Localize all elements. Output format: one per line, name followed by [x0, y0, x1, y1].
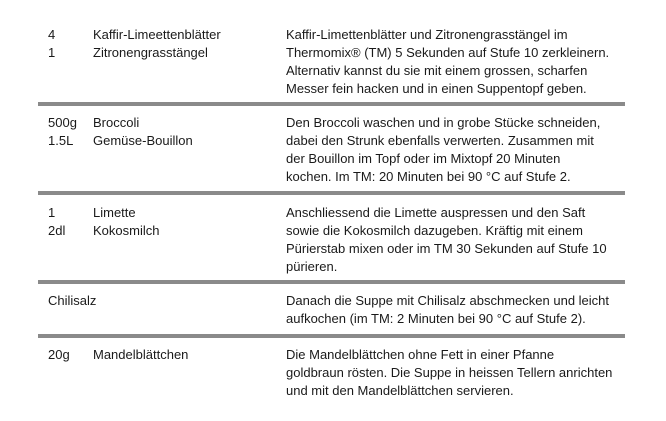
instruction-line: dabei den Strunk ebenfalls verwerten. Zusammen mit — [286, 133, 594, 148]
ingredient-qty: 4 — [48, 27, 56, 42]
ingredient-row — [48, 204, 278, 222]
instruction-text — [286, 114, 631, 186]
ingredient-qty: 500g — [48, 115, 77, 130]
instruction-line: goldbraun rösten. Die Suppe in heissen Tellern anrichten — [286, 365, 613, 380]
ingredient-name: Limette — [93, 205, 136, 220]
ingredient-list — [48, 292, 278, 310]
instruction-line: kochen. Im TM: 20 Minuten bei 90 °C auf Stufe 2. — [286, 169, 571, 184]
ingredient-name: Broccoli — [93, 115, 140, 130]
section-divider — [38, 191, 625, 195]
section-divider — [38, 102, 625, 106]
ingredient-qty: 1.5L — [48, 133, 74, 148]
instruction-line: Alternativ kannst du sie mit einem grossen, scharfen — [286, 63, 588, 78]
instruction-text — [286, 204, 631, 276]
instruction-line: und mit den Mandelblättchen servieren. — [286, 383, 514, 398]
instruction-line: Danach die Suppe mit Chilisalz abschmecken und leicht — [286, 293, 610, 308]
instruction-line: Kaffir-Limettenblätter und Zitronengrasstängel im — [286, 27, 568, 42]
ingredient-row — [48, 26, 278, 44]
ingredient-row — [48, 292, 278, 310]
instruction-line: Die Mandelblättchen ohne Fett in einer Pfanne — [286, 347, 555, 362]
instruction-line: aufkochen (im TM: 2 Minuten bei 90 °C auf Stufe 2). — [286, 311, 586, 326]
ingredient-name: Gemüse-Bouillon — [93, 133, 193, 148]
instruction-line: Anschliessend die Limette auspressen und den Saft — [286, 205, 586, 220]
ingredient-row — [48, 346, 278, 364]
instruction-text — [286, 292, 631, 328]
instruction-line: Thermomix® (TM) 5 Sekunden auf Stufe 10 zerkleinern. — [286, 45, 610, 60]
ingredient-name: Chilisalz — [48, 293, 97, 308]
ingredient-qty: 1 — [48, 205, 56, 220]
ingredient-list — [48, 346, 278, 364]
ingredient-list — [48, 26, 278, 62]
ingredient-name: Mandelblättchen — [93, 347, 189, 362]
ingredient-name: Kokosmilch — [93, 223, 160, 238]
ingredient-qty: 1 — [48, 45, 56, 60]
instruction-line: Pürierstab mixen oder im TM 30 Sekunden auf Stufe 10 — [286, 241, 607, 256]
instruction-text — [286, 346, 631, 400]
instruction-line: Messer fein hacken und in einen Suppentopf geben. — [286, 81, 587, 96]
instruction-line: sowie die Kokosmilch dazugeben. Kräftig mit einem — [286, 223, 583, 238]
ingredient-qty: 20g — [48, 347, 70, 362]
ingredient-list — [48, 204, 278, 240]
ingredient-row — [48, 132, 278, 150]
instruction-line: pürieren. — [286, 259, 338, 274]
section-divider — [38, 280, 625, 284]
instruction-line: Den Broccoli waschen und in grobe Stücke schneiden, — [286, 115, 601, 130]
ingredient-qty: 2dl — [48, 223, 66, 238]
section-divider — [38, 334, 625, 338]
ingredient-name: Kaffir-Limeettenblätter — [93, 27, 221, 42]
instruction-line: der Bouillon im Topf oder im Mixtopf 20 Minuten — [286, 151, 561, 166]
ingredient-list — [48, 114, 278, 150]
ingredient-row — [48, 222, 278, 240]
ingredient-row — [48, 114, 278, 132]
ingredient-name: Zitronengrasstängel — [93, 45, 208, 60]
ingredient-row — [48, 44, 278, 62]
instruction-text — [286, 26, 631, 98]
